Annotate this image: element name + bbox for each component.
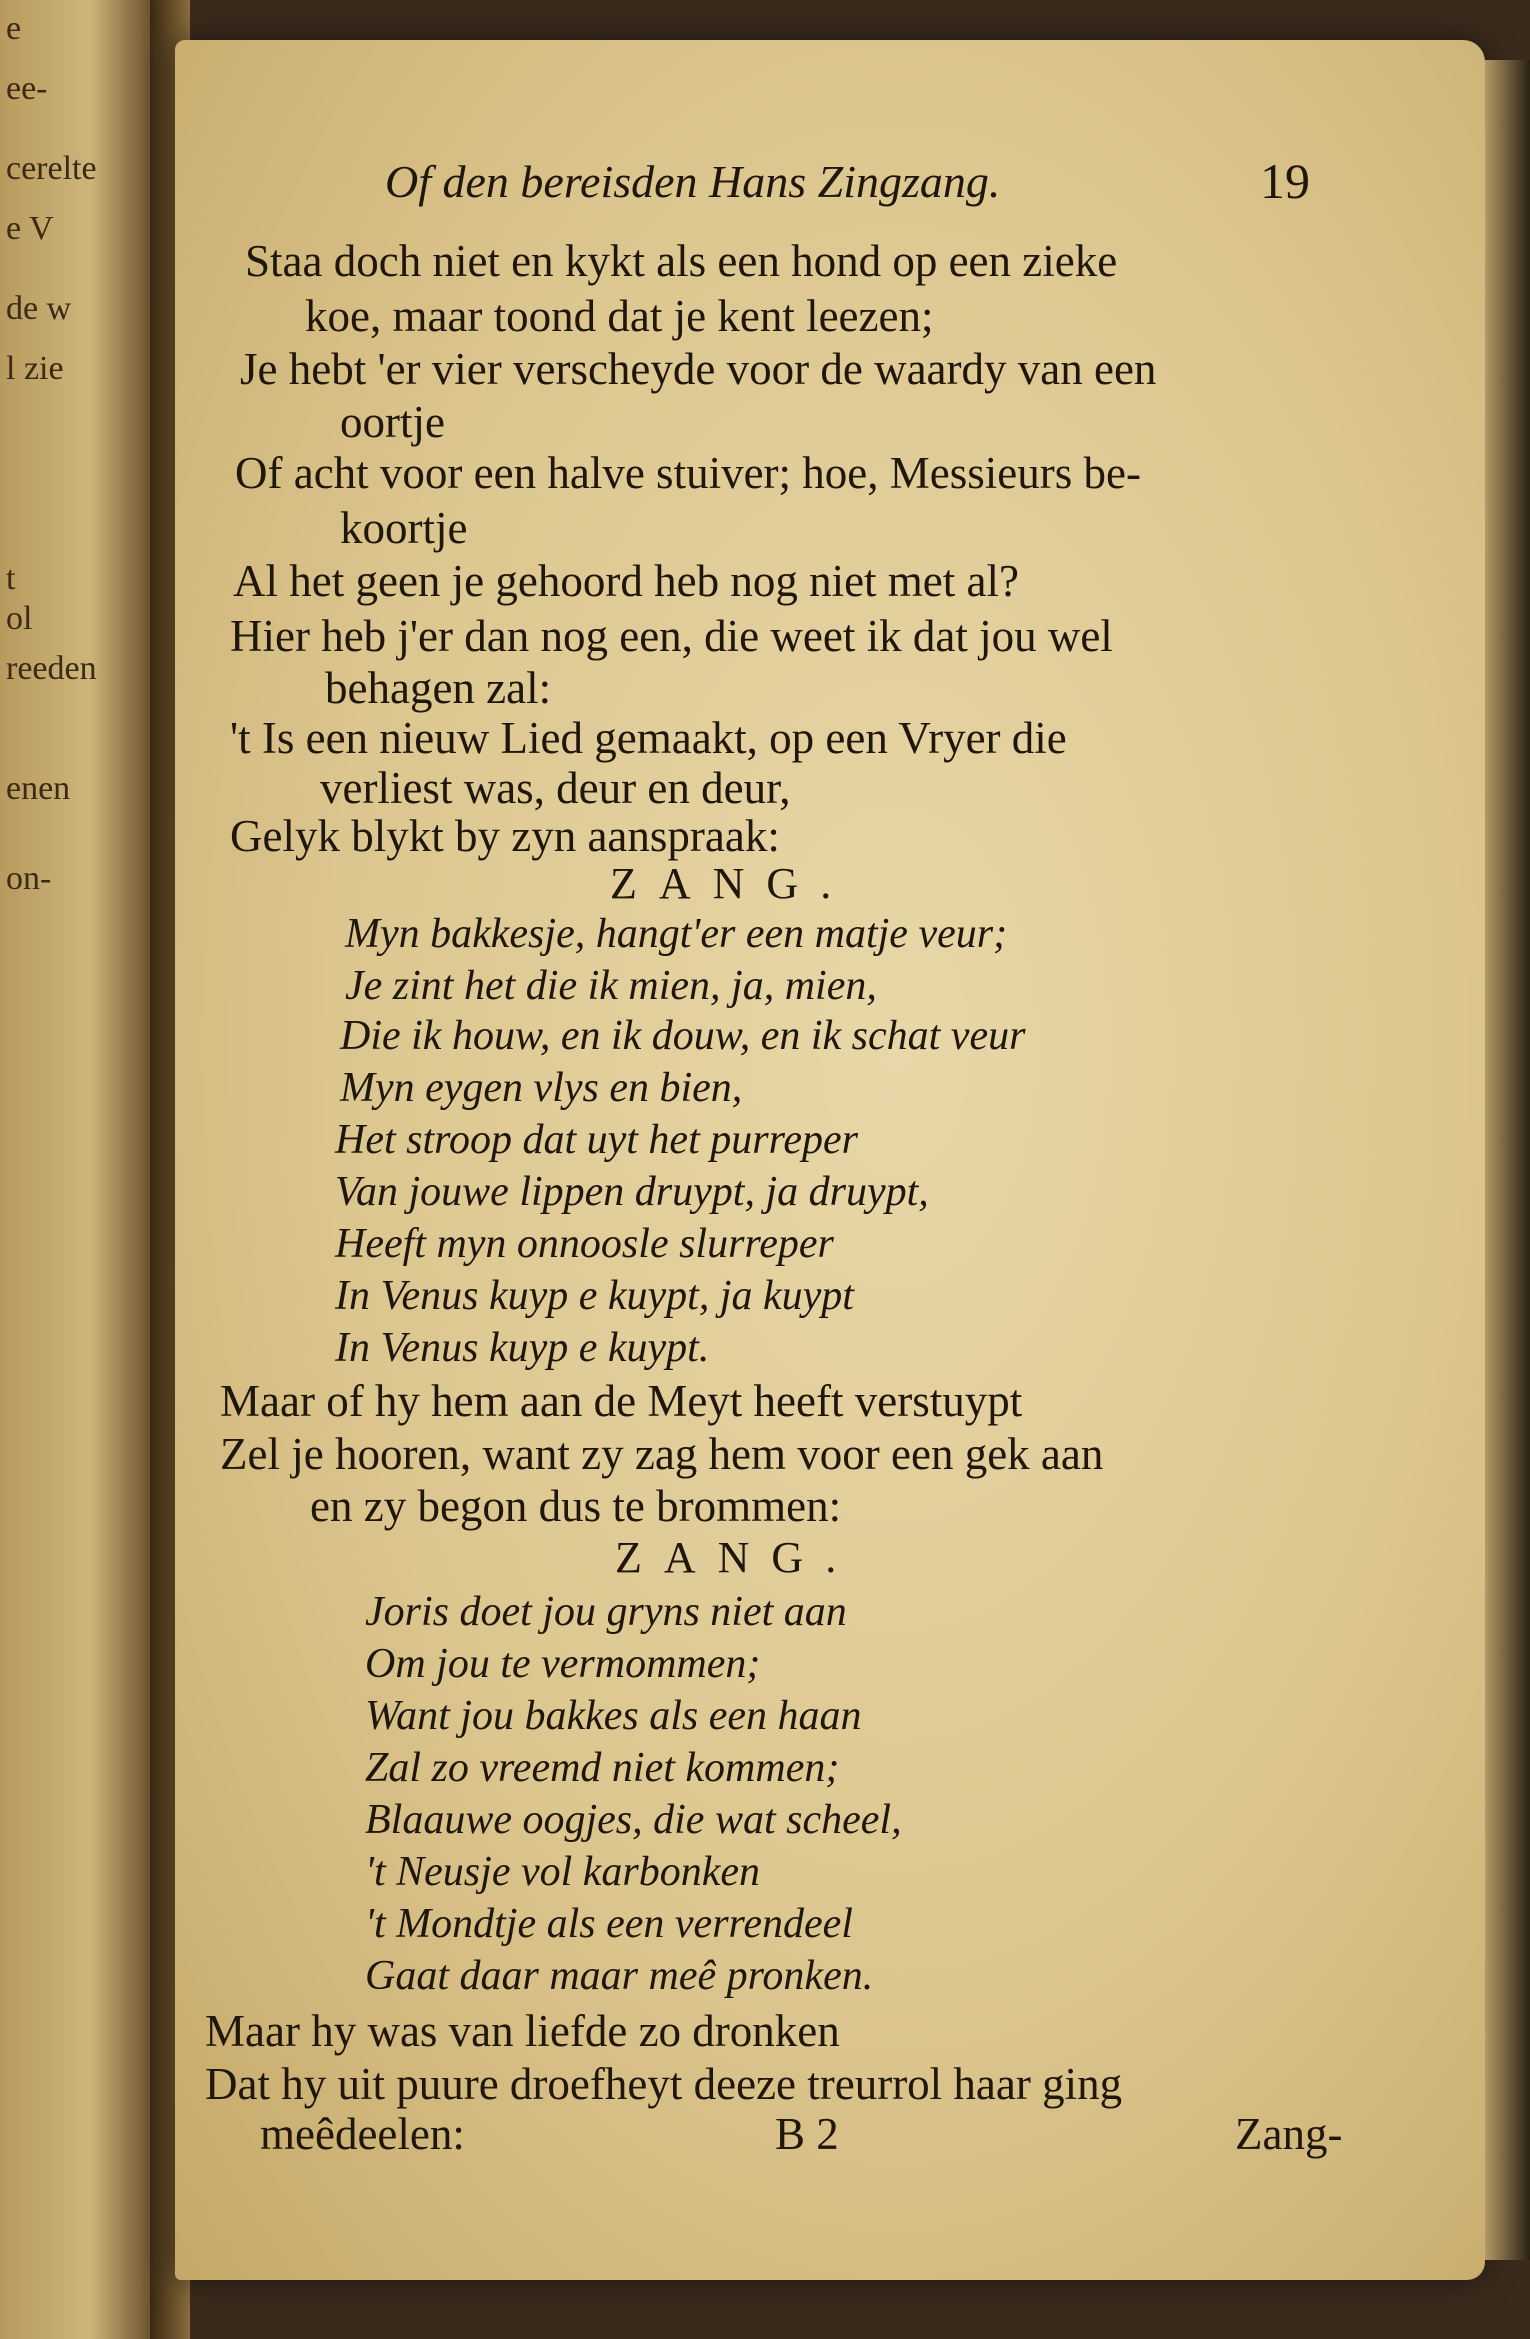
verse-line: Je zint het die ik mien, ja, mien, bbox=[345, 963, 877, 1009]
text-line: Maar hy was van liefde zo dronken bbox=[205, 2006, 840, 2056]
text-line: koe, maar toond dat je kent leezen; bbox=[305, 291, 934, 341]
verse-line: Gaat daar maar meê pronken. bbox=[365, 1953, 874, 1999]
left-page-edge bbox=[0, 0, 150, 2339]
text-line: behagen zal: bbox=[325, 663, 552, 713]
left-page-fragment: l zie bbox=[6, 350, 64, 387]
signature-mark: B 2 bbox=[775, 2109, 839, 2159]
verse-line: 't Mondtje als een verrendeel bbox=[365, 1901, 853, 1947]
verse-line: Heeft myn onnoosle slurreper bbox=[335, 1221, 834, 1267]
left-page-fragment: reeden bbox=[6, 650, 97, 687]
left-page-fragment: enen bbox=[6, 770, 71, 807]
verse-line: Joris doet jou gryns niet aan bbox=[365, 1589, 847, 1635]
text-line: Gelyk blykt by zyn aanspraak: bbox=[230, 811, 780, 861]
left-page-fragment: e V bbox=[6, 210, 54, 247]
verse-line: Want jou bakkes als een haan bbox=[365, 1693, 862, 1739]
text-line: Hier heb j'er dan nog een, die weet ik dat jou wel bbox=[230, 611, 1113, 661]
text-line: 't Is een nieuw Lied gemaakt, op een Vryer die bbox=[230, 713, 1067, 763]
song-heading: ZANG. bbox=[610, 859, 854, 908]
text-line: Al het geen je gehoord heb nog niet met al? bbox=[233, 556, 1019, 606]
page-number: 19 bbox=[1260, 153, 1310, 209]
text-line: meêdeelen: bbox=[260, 2109, 465, 2159]
left-page-fragment: ee- bbox=[6, 70, 48, 107]
left-page-fragment: de w bbox=[6, 290, 72, 327]
book-page bbox=[175, 40, 1485, 2280]
left-page-fragment: t bbox=[6, 560, 16, 597]
text-line: oortje bbox=[340, 397, 445, 447]
text-line: Je hebt 'er vier verscheyde voor de waardy van een bbox=[240, 344, 1157, 394]
left-page-fragment: on- bbox=[6, 860, 52, 897]
song-heading: ZANG. bbox=[615, 1533, 859, 1582]
verse-line: Myn bakkesje, hangt'er een matje veur; bbox=[345, 911, 1008, 957]
left-page-fragment: e bbox=[6, 10, 22, 47]
verse-line: In Venus kuyp e kuypt, ja kuypt bbox=[335, 1273, 854, 1319]
text-line: Dat hy uit puure droefheyt deeze treurrol haar ging bbox=[205, 2059, 1123, 2109]
verse-line: Het stroop dat uyt het purreper bbox=[335, 1117, 858, 1163]
verse-line: Blaauwe oogjes, die wat scheel, bbox=[365, 1797, 902, 1843]
page-edge-shadow bbox=[1485, 60, 1530, 2260]
verse-line: Myn eygen vlys en bien, bbox=[340, 1065, 743, 1111]
left-page-fragment: cerelte bbox=[6, 150, 97, 187]
text-line: en zy begon dus te brommen: bbox=[310, 1481, 842, 1531]
text-line: verliest was, deur en deur, bbox=[320, 763, 791, 813]
verse-line: Om jou te vermommen; bbox=[365, 1641, 761, 1687]
text-line: Maar of hy hem aan de Meyt heeft verstuypt bbox=[220, 1376, 1023, 1426]
text-line: Staa doch niet en kykt als een hond op een zieke bbox=[245, 236, 1118, 286]
verse-line: Die ik houw, en ik douw, en ik schat veur bbox=[340, 1013, 1026, 1059]
verse-line: In Venus kuyp e kuypt. bbox=[335, 1325, 710, 1371]
left-page-fragment: ol bbox=[6, 600, 33, 637]
catchword: Zang- bbox=[1235, 2109, 1343, 2159]
running-title: Of den bereisden Hans Zingzang. bbox=[385, 156, 1001, 207]
text-line: koortje bbox=[340, 503, 468, 553]
verse-line: Zal zo vreemd niet kommen; bbox=[365, 1745, 840, 1791]
verse-line: 't Neusje vol karbonken bbox=[365, 1849, 761, 1895]
text-line: Of acht voor een halve stuiver; hoe, Messieurs be- bbox=[235, 448, 1141, 498]
text-line: Zel je hooren, want zy zag hem voor een gek aan bbox=[220, 1429, 1104, 1479]
verse-line: Van jouwe lippen druypt, ja druypt, bbox=[335, 1169, 929, 1215]
